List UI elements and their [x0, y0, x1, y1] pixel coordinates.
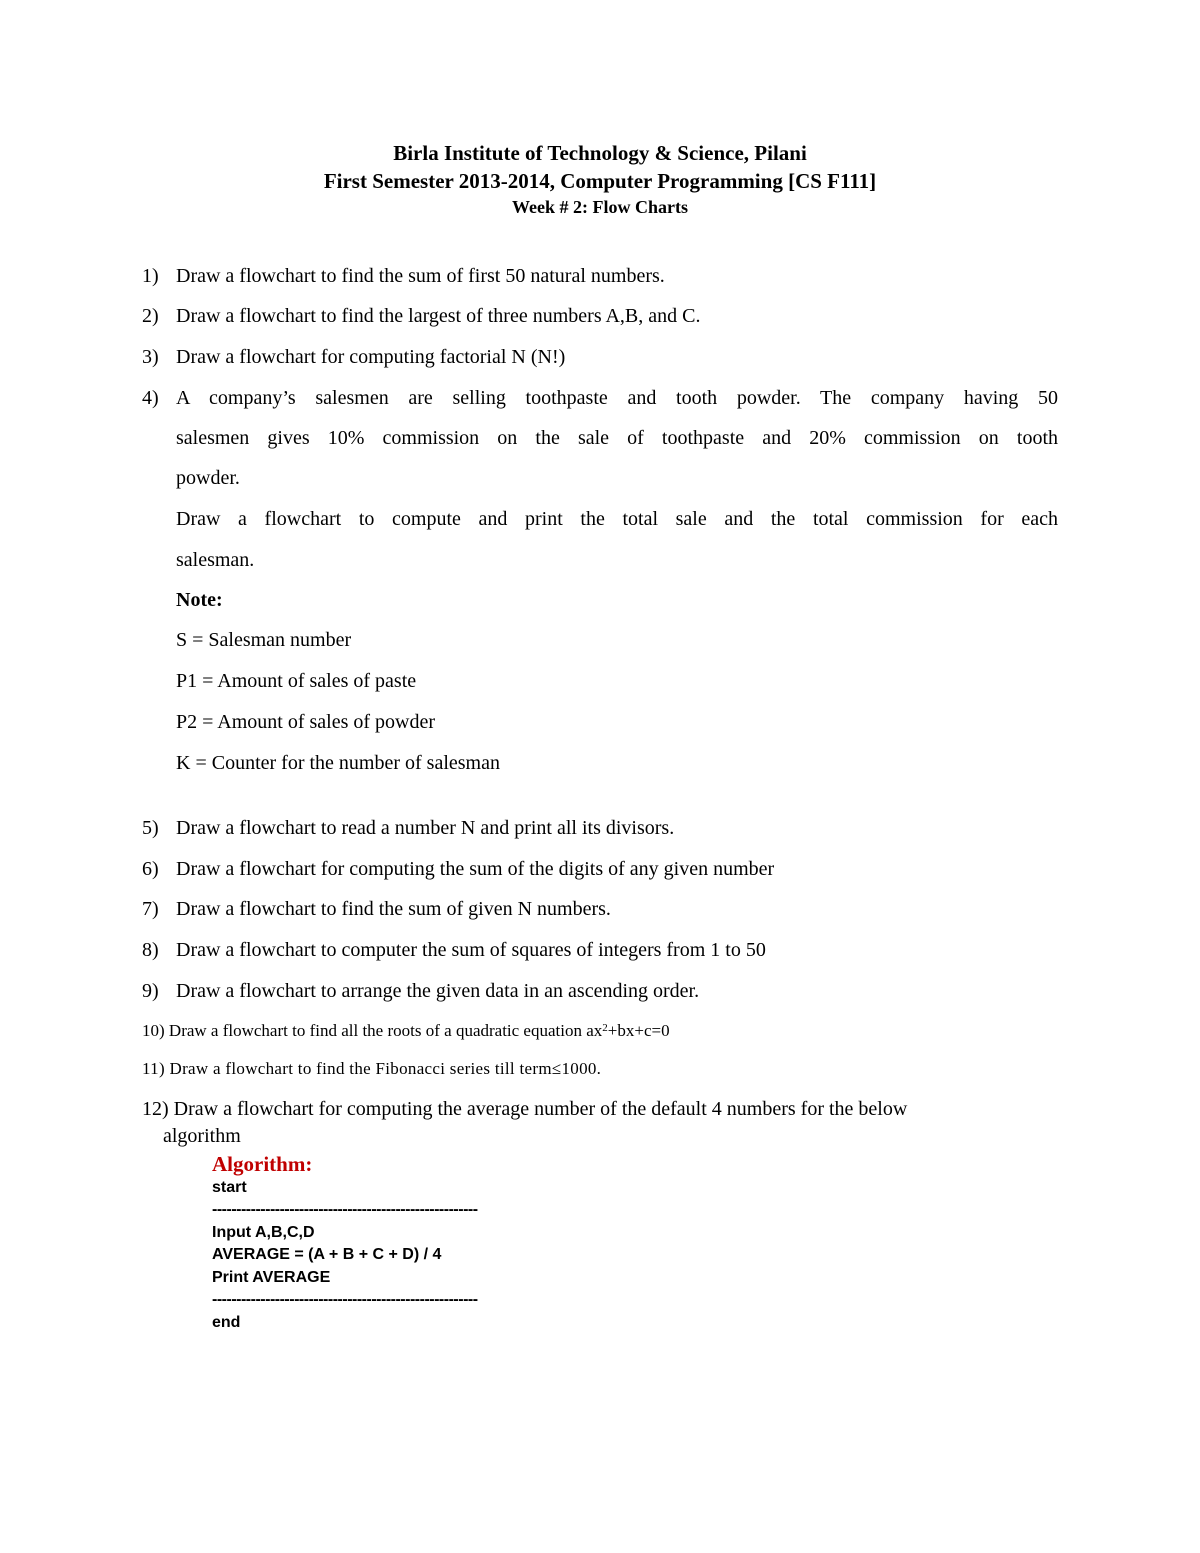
- question-number: 11): [142, 1059, 165, 1078]
- exponent: 2: [602, 1022, 608, 1034]
- question-number: 3): [142, 346, 159, 368]
- question-12-line-2: algorithm: [163, 1125, 241, 1147]
- algorithm-line: Print AVERAGE: [212, 1269, 331, 1286]
- question-text: Draw a flowchart to arrange the given data in an ascending order.: [176, 980, 700, 1002]
- question-number: 1): [142, 265, 159, 287]
- institute-title: Birla Institute of Technology & Science, Pilani: [393, 141, 807, 165]
- note-item: S = Salesman number: [176, 629, 352, 651]
- question-text: A company’s salesmen are selling toothpaste and tooth powder. The company having 50: [176, 387, 1058, 409]
- question-10: [142, 1020, 670, 1042]
- question-text: Draw a flowchart to find the sum of given N numbers.: [176, 898, 611, 920]
- question-text: Draw a flowchart for computing the average number of the default 4 numbers for the below: [173, 1098, 908, 1120]
- question-number: 5): [142, 817, 159, 839]
- question-4-line-5: salesman.: [176, 549, 255, 571]
- question-text: Draw a flowchart to find the largest of three numbers A,B, and C.: [176, 305, 701, 327]
- question-text: Draw a flowchart for computing factorial N (N!): [176, 346, 566, 368]
- question-4-line-2: salesmen gives 10% commission on the sale of toothpaste and 20% commission on tooth: [176, 427, 1058, 449]
- note-item: K = Counter for the number of salesman: [176, 752, 500, 774]
- question-text: Draw a flowchart to find the Fibonacci series till term≤1000.: [169, 1059, 602, 1078]
- question-4-line-4: Draw a flowchart to compute and print the total sale and the total commission for each: [176, 508, 1058, 530]
- question-text: Draw a flowchart to computer the sum of squares of integers from 1 to 50: [176, 939, 766, 961]
- week-title: Week # 2: Flow Charts: [512, 197, 688, 217]
- question-text: Draw a flowchart to find all the roots of a quadratic equation ax: [168, 1021, 603, 1040]
- note-label: Note:: [176, 589, 223, 611]
- note-item: P2 = Amount of sales of powder: [176, 711, 436, 733]
- question-4-line-3: powder.: [176, 467, 240, 489]
- algorithm-line: start: [212, 1179, 247, 1196]
- algorithm-divider: -------------------------------------------------------: [212, 1201, 478, 1218]
- question-text: Draw a flowchart for computing the sum of the digits of any given number: [176, 858, 775, 880]
- question-number: 4): [142, 387, 159, 409]
- algorithm-line: end: [212, 1314, 241, 1331]
- question-text-tail: +bx+c=0: [607, 1021, 670, 1040]
- note-item: P1 = Amount of sales of paste: [176, 670, 417, 692]
- question-number: 6): [142, 858, 159, 880]
- algorithm-divider: -------------------------------------------------------: [212, 1291, 478, 1308]
- algorithm-line: AVERAGE = (A + B + C + D) / 4: [212, 1246, 442, 1263]
- question-11: [142, 1058, 601, 1080]
- question-number: 8): [142, 939, 159, 961]
- algorithm-line: Input A,B,C,D: [212, 1224, 315, 1241]
- question-number: 9): [142, 980, 159, 1002]
- question-number: 12): [142, 1098, 169, 1120]
- question-number: 10): [142, 1021, 165, 1040]
- algorithm-title: Algorithm:: [212, 1152, 313, 1176]
- question-number: 7): [142, 898, 159, 920]
- question-12: [142, 1097, 907, 1121]
- question-text: Draw a flowchart to find the sum of first 50 natural numbers.: [176, 265, 665, 287]
- question-number: 2): [142, 305, 159, 327]
- course-title: First Semester 2013-2014, Computer Programming [CS F111]: [323, 169, 877, 193]
- question-text: Draw a flowchart to read a number N and print all its divisors.: [176, 817, 675, 839]
